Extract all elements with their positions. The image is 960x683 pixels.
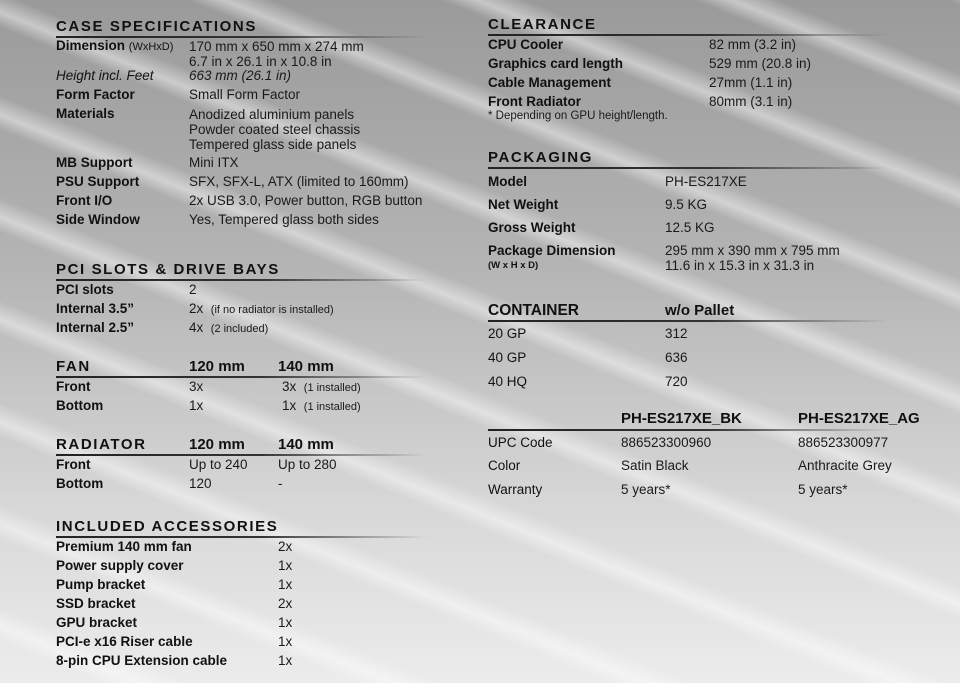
- models-color-ag: Anthracite Grey: [798, 458, 892, 473]
- spec-label-front-io: Front I/O: [56, 193, 113, 208]
- container-value-40hq: 720: [665, 374, 688, 389]
- models-warranty-bk: 5 years*: [621, 482, 671, 497]
- radiator-col-120: 120 mm: [189, 436, 245, 453]
- accessory-label-riser-cable: PCI-e x16 Riser cable: [56, 634, 193, 649]
- models-rule: [488, 429, 888, 431]
- container-value-20gp: 312: [665, 326, 688, 341]
- accessory-value-pump-bracket: 1x: [278, 577, 293, 592]
- spec-value-side-window: Yes, Tempered glass both sides: [189, 212, 379, 227]
- packaging-label-model: Model: [488, 174, 527, 189]
- models-label-color: Color: [488, 458, 521, 473]
- clearance-value-cpu-cooler: 82 mm (3.2 in): [709, 37, 797, 52]
- spec-value-form-factor: Small Form Factor: [189, 87, 301, 102]
- pci-value-internal-35: 2x (if no radiator is installed): [189, 301, 334, 316]
- accessories-title: INCLUDED ACCESSORIES: [56, 518, 279, 535]
- models-label-upc: UPC Code: [488, 435, 553, 450]
- models-upc-ag: 886523300977: [798, 435, 889, 450]
- models-col-bk: PH-ES217XE_BK: [621, 410, 742, 427]
- accessory-value-gpu-bracket: 1x: [278, 615, 293, 630]
- radiator-label-front: Front: [56, 457, 91, 472]
- fan-title: FAN: [56, 358, 91, 375]
- fan-rule: [56, 376, 426, 378]
- models-col-ag: PH-ES217XE_AG: [798, 410, 920, 427]
- packaging-value-net-weight: 9.5 KG: [665, 197, 708, 212]
- clearance-label-gpu-length: Graphics card length: [488, 56, 624, 71]
- accessory-label-ssd-bracket: SSD bracket: [56, 596, 136, 611]
- clearance-value-front-radiator: 80mm (3.1 in): [709, 94, 793, 109]
- container-label-40hq: 40 HQ: [488, 374, 528, 389]
- container-col-wo-pallet: w/o Pallet: [665, 302, 735, 319]
- spec-value-height-feet: 663 mm (26.1 in): [189, 68, 292, 83]
- fan-label-bottom: Bottom: [56, 398, 104, 413]
- fan-label-front: Front: [56, 379, 91, 394]
- fan-front-120: 3x: [189, 379, 204, 394]
- accessory-label-pump-bracket: Pump bracket: [56, 577, 146, 592]
- spec-value-materials-2: Powder coated steel chassis: [189, 122, 361, 137]
- spec-label-mb-support: MB Support: [56, 155, 133, 170]
- fan-col-120: 120 mm: [189, 358, 245, 375]
- packaging-value-gross-weight: 12.5 KG: [665, 220, 715, 235]
- fan-front-140: 3x (1 installed): [282, 379, 361, 394]
- radiator-rule: [56, 454, 426, 456]
- accessory-value-fan: 2x: [278, 539, 293, 554]
- container-label-40gp: 40 GP: [488, 350, 527, 365]
- fan-col-140: 140 mm: [278, 358, 334, 375]
- packaging-value-package-dim-in: 11.6 in x 15.3 in x 31.3 in: [665, 258, 815, 273]
- accessory-label-gpu-bracket: GPU bracket: [56, 615, 138, 630]
- spec-value-dimension-mm: 170 mm x 650 mm x 274 mm: [189, 39, 364, 54]
- pci-label-internal-35: Internal 3.5”: [56, 301, 135, 316]
- pci-label-internal-25: Internal 2.5”: [56, 320, 135, 335]
- radiator-col-140: 140 mm: [278, 436, 334, 453]
- container-value-40gp: 636: [665, 350, 688, 365]
- spec-label-materials: Materials: [56, 106, 115, 121]
- spec-value-materials-3: Tempered glass side panels: [189, 137, 357, 152]
- spec-value-front-io: 2x USB 3.0, Power button, RGB button: [189, 193, 423, 208]
- fan-bottom-120: 1x: [189, 398, 204, 413]
- spec-label-form-factor: Form Factor: [56, 87, 135, 102]
- accessory-value-riser-cable: 1x: [278, 634, 293, 649]
- accessory-value-ssd-bracket: 2x: [278, 596, 293, 611]
- packaging-label-package-dim: Package Dimension: [488, 243, 616, 258]
- packaging-value-package-dim-mm: 295 mm x 390 mm x 795 mm: [665, 243, 840, 258]
- radiator-front-120: Up to 240: [189, 457, 248, 472]
- accessory-label-psu-cover: Power supply cover: [56, 558, 184, 573]
- radiator-bottom-120: 120: [189, 476, 212, 491]
- radiator-label-bottom: Bottom: [56, 476, 104, 491]
- pci-value-slots: 2: [189, 282, 197, 297]
- packaging-rule: [488, 167, 888, 169]
- models-upc-bk: 886523300960: [621, 435, 712, 450]
- clearance-title: CLEARANCE: [488, 16, 597, 33]
- accessory-value-cpu-ext-cable: 1x: [278, 653, 293, 668]
- packaging-label-gross-weight: Gross Weight: [488, 220, 576, 235]
- fan-bottom-140: 1x (1 installed): [282, 398, 361, 413]
- accessory-value-psu-cover: 1x: [278, 558, 293, 573]
- pci-title: PCI SLOTS & DRIVE BAYS: [56, 261, 280, 278]
- radiator-title: RADIATOR: [56, 436, 147, 453]
- accessory-label-fan: Premium 140 mm fan: [56, 539, 192, 554]
- spec-value-psu-support: SFX, SFX-L, ATX (limited to 160mm): [189, 174, 409, 189]
- accessory-label-cpu-ext-cable: 8-pin CPU Extension cable: [56, 653, 228, 668]
- spec-label-psu-support: PSU Support: [56, 174, 140, 189]
- spec-label-dimension: Dimension (WxHxD): [56, 38, 174, 53]
- radiator-bottom-140: -: [278, 476, 283, 491]
- spec-value-materials-1: Anodized aluminium panels: [189, 107, 355, 122]
- container-title: CONTAINER: [488, 302, 579, 319]
- clearance-label-cable-mgmt: Cable Management: [488, 75, 612, 90]
- packaging-label-net-weight: Net Weight: [488, 197, 559, 212]
- clearance-value-cable-mgmt: 27mm (1.1 in): [709, 75, 793, 90]
- pci-rule: [56, 279, 426, 281]
- case-specs-title: CASE SPECIFICATIONS: [56, 18, 257, 35]
- clearance-label-front-radiator: Front Radiator: [488, 94, 581, 109]
- clearance-rule: [488, 34, 888, 36]
- models-warranty-ag: 5 years*: [798, 482, 848, 497]
- spec-value-mb-support: Mini ITX: [189, 155, 239, 170]
- models-color-bk: Satin Black: [621, 458, 689, 473]
- clearance-value-gpu-length: 529 mm (20.8 in): [709, 56, 812, 71]
- models-label-warranty: Warranty: [488, 482, 543, 497]
- clearance-footnote: * Depending on GPU height/length.: [488, 110, 668, 122]
- pci-label-slots: PCI slots: [56, 282, 114, 297]
- packaging-label-package-dim-sub: (W x H x D): [488, 260, 539, 271]
- clearance-label-cpu-cooler: CPU Cooler: [488, 37, 564, 52]
- packaging-value-model: PH-ES217XE: [665, 174, 747, 189]
- container-label-20gp: 20 GP: [488, 326, 527, 341]
- container-rule: [488, 320, 888, 322]
- packaging-title: PACKAGING: [488, 149, 593, 166]
- accessories-rule: [56, 536, 426, 538]
- spec-label-height-feet: Height incl. Feet: [56, 68, 154, 83]
- radiator-front-140: Up to 280: [278, 457, 337, 472]
- pci-value-internal-25: 4x (2 included): [189, 320, 269, 335]
- spec-label-side-window: Side Window: [56, 212, 140, 227]
- spec-value-dimension-in: 6.7 in x 26.1 in x 10.8 in: [189, 54, 332, 69]
